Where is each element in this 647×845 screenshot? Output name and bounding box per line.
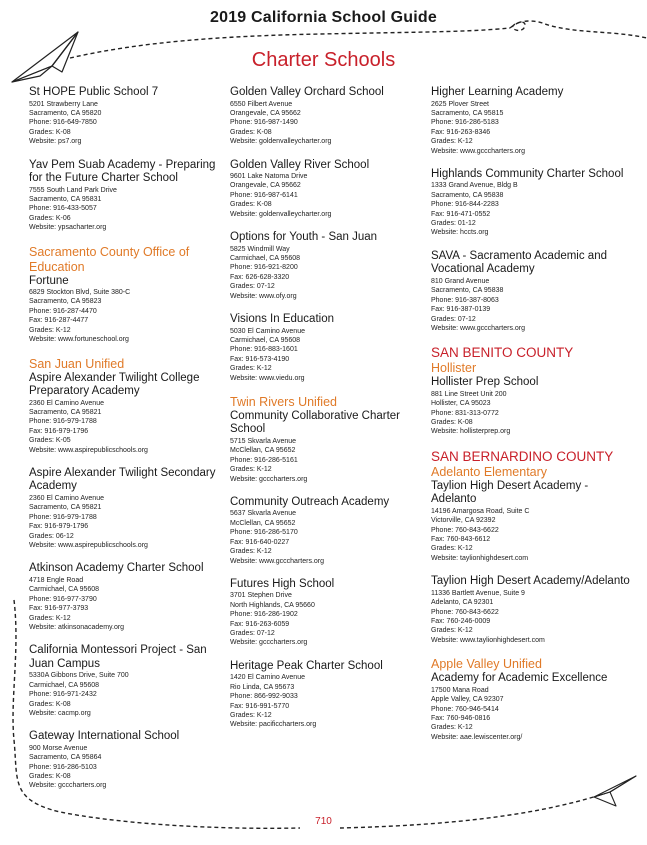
school-address-line: 6550 Filbert Avenue xyxy=(230,100,293,108)
school-name: Higher Learning Academy xyxy=(431,86,564,98)
school-website: Website: www.fortuneschool.org xyxy=(29,336,129,344)
school-phone: Phone: 916-286-1902 xyxy=(230,611,298,619)
school-grades: Grades: K-08 xyxy=(431,419,473,427)
school-phone: Phone: 760-843-6622 xyxy=(431,526,499,534)
school-grades: Grades: K-12 xyxy=(431,724,473,732)
school-website: Website: hollisterprep.org xyxy=(431,428,511,436)
school-phone: Phone: 916-987-6141 xyxy=(230,191,298,199)
school-address-line: 881 Line Street Unit 200 xyxy=(431,390,507,398)
school-website: Website: gcccharters.org xyxy=(230,475,308,483)
school-phone: Phone: 916-979-1788 xyxy=(29,513,97,521)
school-entry xyxy=(431,376,631,437)
school-phone: Phone: 916-987-1490 xyxy=(230,119,298,127)
school-address-line: 1333 Grand Avenue, Bldg B xyxy=(431,182,518,190)
school-name: Heritage Peak Charter School xyxy=(230,659,383,672)
school-phone: Phone: 916-979-1788 xyxy=(29,418,97,426)
school-address-line: North Highlands, CA 95660 xyxy=(230,601,315,609)
school-name: Aspire Alexander Twilight College Preparatory Academy xyxy=(29,371,200,397)
school-website: Website: hccts.org xyxy=(431,229,489,237)
school-address-line: 2625 Plover Street xyxy=(431,100,489,108)
school-website: Website: pacificcharters.org xyxy=(230,721,317,729)
county-heading: SAN BERNARDINO COUNTY xyxy=(431,448,614,464)
school-phone: Phone: 916-387-8063 xyxy=(431,296,499,304)
school-address-line: Rio Linda, CA 95673 xyxy=(230,683,295,691)
school-entry xyxy=(230,660,426,730)
school-phone: Phone: 916-286-5161 xyxy=(230,456,298,464)
school-fax: Fax: 760-946-0816 xyxy=(431,714,491,722)
school-address-line: Victorville, CA 92392 xyxy=(431,517,496,525)
school-entry xyxy=(29,159,225,233)
school-address-line: 11336 Bartlett Avenue, Suite 9 xyxy=(431,589,525,597)
school-address-line: Sacramento, CA 95831 xyxy=(29,195,102,203)
school-address-line: 7555 South Land Park Drive xyxy=(29,186,117,194)
column-1 xyxy=(29,86,225,803)
school-address-line: Sacramento, CA 95815 xyxy=(431,109,504,117)
district-heading: San Juan Unified xyxy=(29,356,125,371)
school-name: Golden Valley River School xyxy=(230,158,370,171)
district-heading: Apple Valley Unified xyxy=(431,657,542,672)
school-address-line: Carmichael, CA 95608 xyxy=(29,681,100,689)
school-website: Website: www.taylionhighdesert.com xyxy=(431,636,545,644)
district-heading: Hollister xyxy=(431,361,477,376)
school-entry xyxy=(29,644,225,718)
school-address-line: Orangevale, CA 95662 xyxy=(230,109,301,117)
school-website: Website: www.gcccharters.org xyxy=(431,324,526,332)
school-address-line: Carmichael, CA 95608 xyxy=(230,254,301,262)
county-heading: SAN BENITO COUNTY xyxy=(431,345,574,361)
school-entry xyxy=(431,575,631,645)
school-entry xyxy=(431,480,631,563)
school-entry xyxy=(230,496,426,566)
school-grades: Grades: K-12 xyxy=(431,138,473,146)
school-website: Website: goldenvalleycharter.org xyxy=(230,138,332,146)
school-address-line: Orangevale, CA 95662 xyxy=(230,182,301,190)
school-name: Options for Youth - San Juan xyxy=(230,231,378,244)
school-name: SAVA - Sacramento Academic and Vocational Academy xyxy=(431,249,607,276)
school-grades: Grades: K-08 xyxy=(230,128,272,136)
school-fax: Fax: 916-471-0552 xyxy=(431,210,491,218)
school-fax: Fax: 916-263-6059 xyxy=(230,620,290,628)
school-fax: Fax: 760-246-0009 xyxy=(431,618,491,625)
school-grades: Grades: K-08 xyxy=(29,128,71,136)
school-address-line: 3701 Stephen Drive xyxy=(230,592,292,600)
school-website: Website: gcccharters.org xyxy=(29,782,107,790)
school-name: Community Collaborative Charter School xyxy=(230,409,401,436)
school-address-line: Sacramento, CA 95823 xyxy=(29,298,102,306)
school-address-line: 2360 El Camino Avenue xyxy=(29,399,104,407)
school-entry xyxy=(431,672,631,742)
school-website: Website: cacmp.org xyxy=(29,709,91,717)
school-name: Aspire Alexander Twilight Secondary Academy xyxy=(29,466,216,493)
school-address-line: Sacramento, CA 95821 xyxy=(29,504,102,512)
school-website: Website: aae.lewiscenter.org/ xyxy=(431,733,523,741)
school-address-line: 810 Grand Avenue xyxy=(431,277,490,285)
school-website: Website: ps7.org xyxy=(29,138,82,146)
school-name: Community Outreach Academy xyxy=(230,495,390,508)
school-address-line: Adelanto, CA 92301 xyxy=(431,599,494,607)
school-name: Yav Pem Suab Academy - Preparing for the Future Charter School xyxy=(29,158,216,185)
school-address-line: Sacramento, CA 95838 xyxy=(431,287,504,295)
school-phone: Phone: 916-971-2432 xyxy=(29,691,97,699)
school-grades: Grades: K-12 xyxy=(230,711,272,719)
school-grades: Grades: 06-12 xyxy=(29,532,74,540)
school-address-line: 5030 El Camino Avenue xyxy=(230,327,305,335)
school-entry xyxy=(230,313,426,383)
school-grades: Grades: 07-12 xyxy=(431,315,476,323)
school-address-line: 5201 Strawberry Lane xyxy=(29,100,98,108)
school-website: Website: www.aspirepublicschools.org xyxy=(29,541,148,549)
school-phone: Phone: 916-286-5103 xyxy=(29,763,97,771)
school-address-line: 17500 Mana Road xyxy=(431,686,489,694)
school-fax: Fax: 916-979-1796 xyxy=(29,427,89,435)
school-grades: Grades: K-12 xyxy=(431,545,473,553)
school-website: Website: ypsacharter.org xyxy=(29,224,107,232)
school-entry xyxy=(29,467,225,550)
school-fax: Fax: 916-991-5770 xyxy=(230,702,290,710)
school-address-line: Sacramento, CA 95821 xyxy=(29,408,102,416)
school-grades: Grades: K-12 xyxy=(29,326,71,334)
school-name: California Montessori Project - San Juan Campus xyxy=(29,644,207,670)
school-name: Futures High School xyxy=(230,577,335,590)
section-title: Charter Schools xyxy=(251,49,396,71)
school-grades: Grades: 07-12 xyxy=(230,283,275,291)
school-address-line: Apple Valley, CA 92307 xyxy=(431,696,504,704)
school-name: Taylion High Desert Academy - Adelanto xyxy=(431,479,589,506)
school-address-line: 2360 El Camino Avenue xyxy=(29,494,104,502)
school-grades: Grades: K-12 xyxy=(29,614,71,622)
column-2 xyxy=(230,86,426,742)
column-3 xyxy=(431,86,631,754)
school-name: St HOPE Public School 7 xyxy=(29,86,159,98)
school-phone: Phone: 866-992-9033 xyxy=(230,693,298,701)
school-address-line: 9601 Lake Natoma Drive xyxy=(230,173,308,181)
school-name: Hollister Prep School xyxy=(431,376,539,389)
school-entry xyxy=(29,86,225,147)
school-address-line: Carmichael, CA 95608 xyxy=(230,336,301,344)
school-address-line: 14196 Amargosa Road, Suite C xyxy=(431,507,530,515)
school-fax: Fax: 916-640-0227 xyxy=(230,538,290,546)
school-phone: Phone: 916-286-5183 xyxy=(431,119,499,127)
school-entry xyxy=(230,231,426,301)
school-website: Website: taylionhighdesert.com xyxy=(431,554,529,562)
school-address-line: 5715 Skvarla Avenue xyxy=(230,437,297,445)
school-name: Atkinson Academy Charter School xyxy=(29,562,204,575)
school-address-line: Sacramento, CA 95864 xyxy=(29,754,102,762)
school-name: Visions In Education xyxy=(230,313,334,325)
school-entry xyxy=(29,372,225,455)
school-phone: Phone: 831-313-0772 xyxy=(431,409,499,417)
school-website: Website: www.viedu.org xyxy=(230,374,305,382)
school-grades: Grades: K-12 xyxy=(230,466,272,474)
school-fax: Fax: 916-263-8346 xyxy=(431,128,491,136)
school-grades: Grades: K-08 xyxy=(29,700,71,708)
school-phone: Phone: 916-433-5057 xyxy=(29,205,97,213)
school-fax: Fax: 626-628-3320 xyxy=(230,273,290,281)
school-address-line: Carmichael, CA 95608 xyxy=(29,586,100,594)
school-website: Website: www.aspirepublicschools.org xyxy=(29,446,148,454)
school-phone: Phone: 916-286-5170 xyxy=(230,529,298,537)
district-heading: Adelanto Elementary xyxy=(431,464,548,479)
school-grades: Grades: K-12 xyxy=(431,627,473,635)
school-address-line: McClellan, CA 95652 xyxy=(230,519,296,527)
school-grades: Grades: 01-12 xyxy=(431,220,476,228)
school-address-line: Sacramento, CA 95838 xyxy=(431,191,504,199)
school-website: Website: gcccharters.org xyxy=(230,639,308,647)
school-phone: Phone: 916-649-7850 xyxy=(29,119,97,127)
school-address-line: 5330A Gibbons Drive, Suite 700 xyxy=(29,672,129,680)
school-website: Website: www.ofy.org xyxy=(230,292,297,300)
school-grades: Grades: K-08 xyxy=(29,773,71,781)
school-grades: Grades: K-06 xyxy=(29,214,71,222)
school-website: Website: atkinsonacademy.org xyxy=(29,623,125,631)
school-entry xyxy=(431,86,631,156)
school-website: Website: www.gcccharters.org xyxy=(230,557,325,565)
school-phone: Phone: 916-921-8200 xyxy=(230,264,298,272)
school-grades: Grades: K-05 xyxy=(29,437,71,445)
school-entry xyxy=(230,578,426,648)
school-phone: Phone: 760-843-6622 xyxy=(431,608,499,616)
school-fax: Fax: 916-573-4190 xyxy=(230,355,290,363)
school-fax: Fax: 916-979-1796 xyxy=(29,523,89,531)
school-website: Website: goldenvalleycharter.org xyxy=(230,210,332,218)
district-heading: Sacramento County Office of Education xyxy=(29,244,190,274)
school-entry xyxy=(29,562,225,632)
school-grades: Grades: K-12 xyxy=(230,548,272,556)
school-address-line: Sacramento, CA 95820 xyxy=(29,109,102,117)
school-name: Academy for Academic Excellence xyxy=(431,672,608,685)
school-fax: Fax: 916-387-0139 xyxy=(431,306,491,314)
school-phone: Phone: 916-287-4470 xyxy=(29,307,97,315)
school-entry xyxy=(29,275,225,345)
school-address-line: 6829 Stockton Blvd, Suite 380-C xyxy=(29,289,131,297)
page-header-title: 2019 California School Guide xyxy=(210,9,437,26)
school-address-line: 5637 Skvarla Avenue xyxy=(230,510,297,518)
school-phone: Phone: 916-977-3790 xyxy=(29,595,97,603)
school-entry xyxy=(230,86,426,147)
school-entry xyxy=(230,410,426,484)
school-name: Gateway International School xyxy=(29,730,180,743)
school-address-line: McClellan, CA 95652 xyxy=(230,447,296,455)
school-name: Highlands Community Charter School xyxy=(431,167,624,180)
school-fax: Fax: 916-977-3793 xyxy=(29,605,89,613)
school-name: Golden Valley Orchard School xyxy=(230,86,384,98)
school-phone: Phone: 760-946-5414 xyxy=(431,705,499,713)
school-name: Taylion High Desert Academy/Adelanto xyxy=(431,575,630,588)
school-grades: Grades: 07-12 xyxy=(230,630,275,638)
school-fax: Fax: 760-843-6612 xyxy=(431,536,491,544)
school-address-line: 900 Morse Avenue xyxy=(29,744,88,752)
school-address-line: 4718 Engle Road xyxy=(29,576,84,584)
school-address-line: 5825 Windmill Way xyxy=(230,245,290,253)
district-heading: Twin Rivers Unified xyxy=(230,394,337,409)
school-grades: Grades: K-08 xyxy=(230,201,272,209)
school-grades: Grades: K-12 xyxy=(230,365,272,373)
school-entry xyxy=(431,168,631,238)
school-website: Website: www.gcccharters.org xyxy=(431,147,526,155)
page-number: 710 xyxy=(315,816,332,827)
school-entry xyxy=(431,250,631,333)
school-entry xyxy=(230,159,426,220)
school-phone: Phone: 916-883-1601 xyxy=(230,346,298,354)
school-address-line: 1420 El Camino Avenue xyxy=(230,674,305,682)
school-address-line: Hollister, CA 95023 xyxy=(431,400,491,408)
school-entry xyxy=(29,730,225,791)
school-phone: Phone: 916-844-2283 xyxy=(431,201,499,209)
school-fax: Fax: 916-287-4477 xyxy=(29,317,89,325)
school-name: Fortune xyxy=(29,274,69,287)
